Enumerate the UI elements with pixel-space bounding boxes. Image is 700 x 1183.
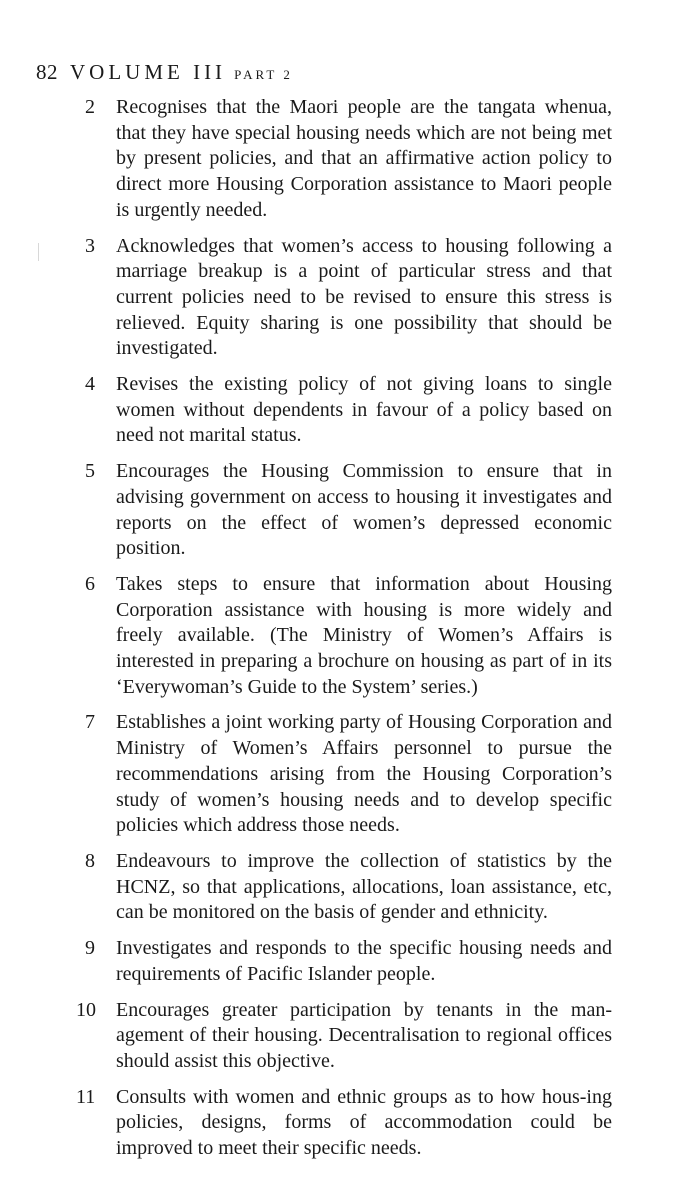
list-item bbox=[0, 849, 700, 926]
recommendation-list bbox=[0, 95, 700, 1172]
list-item bbox=[0, 710, 700, 839]
item-text: Establishes a joint working party of Housing Corporation and Ministry of Women’s Affairs personnel to pursue the recommendations arising from the Housing Corporation’s study of women’s housing needs and to develop specific policies which address those needs. bbox=[116, 711, 612, 837]
item-text: Endeavours to improve the collection of statistics by the HCNZ, so that applications, allocations, loan assistance, etc, can be monitored on the basis of gender and ethnicity. bbox=[116, 849, 612, 924]
list-item bbox=[0, 95, 700, 224]
list-item bbox=[0, 936, 700, 987]
item-number: 5 bbox=[85, 460, 95, 483]
part-label: PART 2 bbox=[234, 67, 293, 82]
item-text: Recognises that the Maori people are the tangata whenua, that they have special housing needs which are not being met by present policies, and that an affirmative action policy to direct more Housing Corporation assistance to Maori people is urgently needed. bbox=[116, 96, 612, 221]
item-number: 2 bbox=[85, 96, 95, 118]
item-number: 9 bbox=[85, 937, 95, 960]
running-head bbox=[36, 58, 293, 89]
page-number: 82 bbox=[36, 60, 58, 84]
list-item bbox=[0, 234, 700, 363]
item-text: Encourages greater participation by tenants in the man-agement of their housing. Decentralisation to regional offices should assist this objective. bbox=[116, 998, 612, 1072]
item-number: 11 bbox=[76, 1085, 96, 1108]
item-text: Consults with women and ethnic groups as to how hous-ing policies, designs, forms of accommodation could be improved to meet their specific needs. bbox=[116, 1085, 612, 1160]
item-text: Revises the existing policy of not giving loans to single women without dependents in favour of a policy based on need not marital status. bbox=[116, 373, 612, 447]
item-text: Acknowledges that women’s access to housing following a marriage breakup is a point of particular stress and that current policies need to be revised to ensure this stress is relieved. Equity sharing is one possibility that should be investigated. bbox=[116, 234, 612, 360]
list-item bbox=[0, 1085, 700, 1162]
volume-label: VOLUME III bbox=[70, 60, 227, 84]
list-item bbox=[0, 572, 700, 701]
item-text: Encourages the Housing Commission to ensure that in advising government on access to housing it investigates and reports on the effect of women’s depressed economic position. bbox=[116, 460, 612, 560]
item-number: 7 bbox=[85, 711, 95, 734]
item-number: 10 bbox=[76, 998, 96, 1021]
list-item bbox=[0, 459, 700, 562]
item-number: 4 bbox=[85, 373, 95, 396]
item-text: Takes steps to ensure that information about Housing Corporation assistance with housing is more widely and freely available. (The Ministry of Women’s Affairs is interested in preparing a brochure on housing as part of in its ‘Everywoman’s Guide to the System’ series.) bbox=[116, 572, 612, 698]
list-item bbox=[0, 998, 700, 1075]
item-number: 3 bbox=[85, 234, 95, 257]
item-text: Investigates and responds to the specific housing needs and requirements of Pacific Islander people. bbox=[116, 937, 612, 985]
item-number: 6 bbox=[85, 572, 95, 595]
item-number: 8 bbox=[85, 849, 95, 872]
list-item bbox=[0, 372, 700, 449]
